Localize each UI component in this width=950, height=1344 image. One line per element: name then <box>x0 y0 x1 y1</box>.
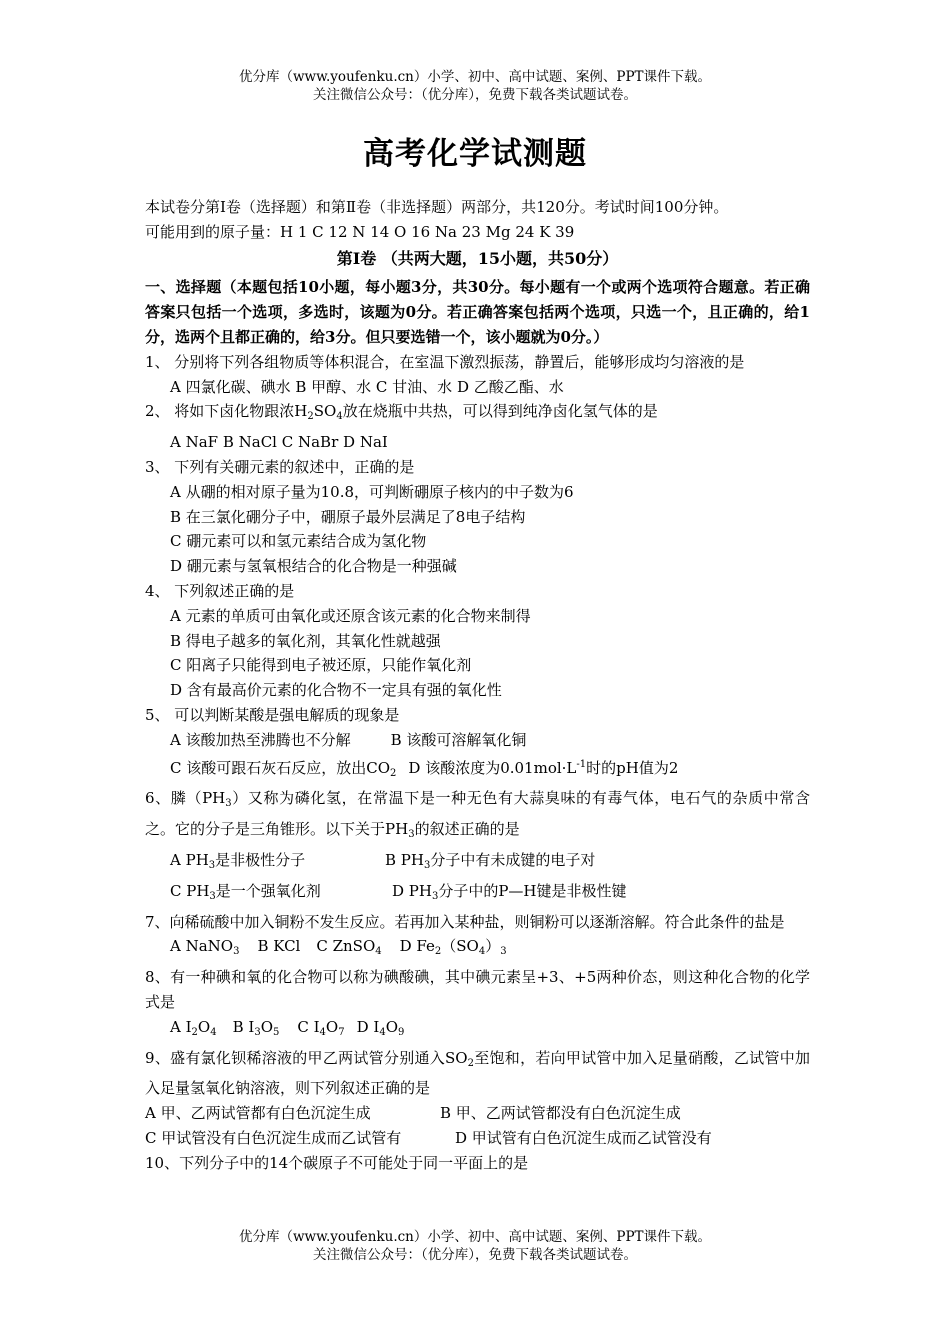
question-4-option-a: A 元素的单质可由氧化或还原含该元素的化合物来制得 <box>170 606 531 625</box>
question-3-option-a: A 从硼的相对原子量为10.8，可判断硼原子核内的中子数为6 <box>170 482 574 501</box>
intro-line-2: 可能用到的原子量：H 1 C 12 N 14 O 16 Na 23 Mg 24 K 39 <box>145 222 575 241</box>
question-6-options-cd: C $PH_3$是一个强氧化剂 D $PH_3$分子中的P—H键是非极性键 <box>170 881 627 902</box>
section-heading: 第Ⅰ卷 （共两大题，15小题，共50分） <box>336 248 619 268</box>
question-6-stem: 6、膦$(PH_3)$又称为磷化氢，在常温下是一种无色有大蒜臭味的有毒气体，电石气的杂质中常含之。它的分子是三角锥形。以下关于$PH_3$的叙述正确的是 <box>145 789 810 841</box>
question-8-stem: 8、有一种碘和氧的化合物可以称为碘酸碘，其中碘元素呈+3、+5两种价态，则这种化合物的化学式是 <box>145 968 810 1011</box>
question-9-options-cd: C 甲试管没有白色沉淀生成而乙试管有 D 甲试管有白色沉淀生成而乙试管没有 <box>145 1128 712 1147</box>
question-3-option-d: D 硼元素与氢氧根结合的化合物是一种强碱 <box>170 557 457 576</box>
question-10-stem: 10、下列分子中的14个碳原子不可能处于同一平面上的是 <box>145 1153 529 1172</box>
question-4-option-b: B 得电子越多的氧化剂，其氧化性就越强 <box>170 631 441 650</box>
page-header <box>0 68 950 104</box>
question-5-stem: 5、 可以判断某酸是强电解质的现象是 <box>145 705 400 724</box>
question-8-options: A $I_2O_4$ B $I_3O_5$ C $I_4O_7$ D $I_4O_9$ <box>170 1017 405 1038</box>
question-2-stem: 2、 将如下卤化物跟浓$H_2SO_4$放在烧瓶中共热，可以得到纯净卤化氢气体的是 <box>145 402 658 423</box>
header-line-1: 优分库（www.youfenku.cn）小学、初中、高中试题、案例、PPT课件下载。 <box>238 69 712 85</box>
question-3-option-c: C 硼元素可以和氢元素结合成为氢化物 <box>170 532 427 551</box>
footer-line-1: 优分库（www.youfenku.cn）小学、初中、高中试题、案例、PPT课件下载。 <box>238 1229 712 1245</box>
footer-line-2: 关注微信公众号：（优分库），免费下载各类试题试卷。 <box>313 1247 637 1263</box>
question-9-stem: 9、盛有氯化钡稀溶液的甲乙两试管分别通入$SO_2$至饱和，若向甲试管中加入足量硝酸，乙试管中加入足量氢氧化钠溶液，则下列叙述正确的是 <box>145 1048 810 1098</box>
question-4-option-c: C 阳离子只能得到电子被还原，只能作氧化剂 <box>170 656 472 675</box>
intro-line-1: 本试卷分第Ⅰ卷（选择题）和第Ⅱ卷（非选择题）两部分，共120分。考试时间100分钟。 <box>145 198 729 216</box>
question-5-options-cd: C 该酸可跟石灰石反应，放出$CO_2$ D 该酸浓度为$0.01mol\cdot L^{-1}$时的pH值为2 <box>170 758 679 779</box>
question-3-stem: 3、 下列有关硼元素的叙述中，正确的是 <box>145 457 415 476</box>
question-2-options: A NaF B NaCl C NaBr D NaI <box>170 433 388 452</box>
question-1-stem: 1、 分别将下列各组物质等体积混合，在室温下激烈振荡，静置后，能够形成均匀溶液的是 <box>145 352 745 371</box>
page-title: 高考化学试测题 <box>363 136 587 172</box>
question-5-options-ab: A 该酸加热至沸腾也不分解 B 该酸可溶解氧化铜 <box>170 730 527 749</box>
question-6-options-ab: A $PH_3$是非极性分子 B $PH_3$分子中有未成键的电子对 <box>170 850 596 871</box>
question-7-options: A NaNO$_3$ B KCl C ZnSO$_4$ D $Fe_2(SO_4)_3$ <box>170 937 507 958</box>
header-line-2: 关注微信公众号：（优分库），免费下载各类试题试卷。 <box>313 87 637 103</box>
question-4-option-d: D 含有最高价元素的化合物不一定具有强的氧化性 <box>170 681 502 700</box>
document-body <box>145 195 810 1175</box>
question-1-options: A 四氯化碳、碘水 B 甲醇、水 C 甘油、水 D 乙酸乙酯、水 <box>170 377 564 396</box>
question-4-stem: 4、 下列叙述正确的是 <box>145 581 295 600</box>
section-instructions: 一、选择题（本题包括10小题，每小题3分，共30分。每小题有一个或两个选项符合题意。若正确答案只包括一个选项，多选时，该题为0分。若正确答案包括两个选项，只选一个，且正确的，给1分，选两个且都正确的，给3分。但只要选错一个，该小题就为0分。） <box>145 278 810 346</box>
question-7-stem: 7、向稀硫酸中加入铜粉不发生反应。若再加入某种盐，则铜粉可以逐渐溶解。符合此条件的盐是 <box>145 912 785 931</box>
question-9-options-ab: A 甲、乙两试管都有白色沉淀生成 B 甲、乙两试管都没有白色沉淀生成 <box>145 1104 681 1123</box>
question-3-option-b: B 在三氯化硼分子中，硼原子最外层满足了8电子结构 <box>170 507 526 526</box>
page-footer <box>0 1228 950 1264</box>
